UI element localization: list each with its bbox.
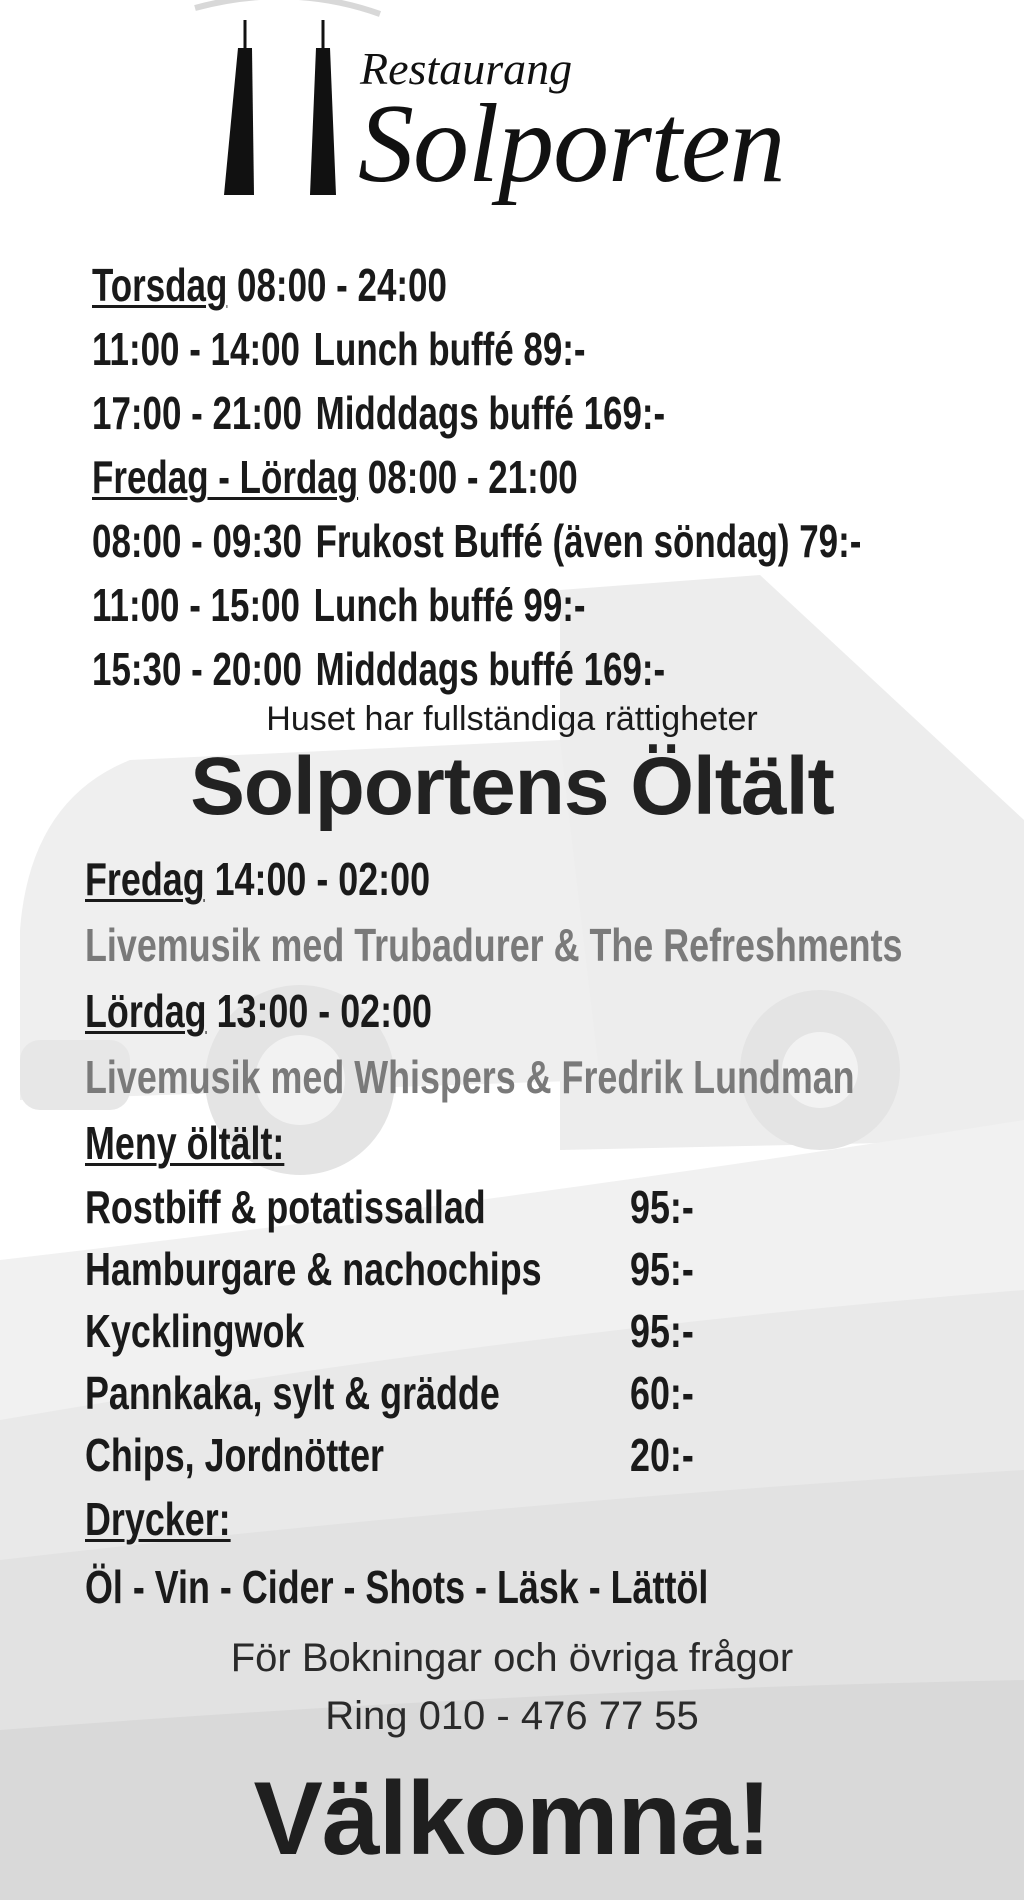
menu-item-price: 95:- bbox=[630, 1305, 694, 1357]
hours-item-dinner-weekend bbox=[92, 642, 665, 696]
day-hours: 08:00 - 21:00 bbox=[367, 451, 578, 503]
logo-restaurant-name: Solporten bbox=[358, 82, 785, 206]
item-time: 08:00 - 09:30 bbox=[92, 515, 302, 567]
day-hours: 08:00 - 24:00 bbox=[237, 259, 447, 311]
contact-phone: Ring 010 - 476 77 55 bbox=[325, 1694, 699, 1738]
menu-item-price: 20:- bbox=[630, 1429, 694, 1481]
item-text: Lunch buffé 89:- bbox=[313, 323, 586, 375]
menu-item-name: Chips, Jordnötter bbox=[85, 1429, 385, 1481]
beer-tent-day-friday bbox=[85, 852, 430, 906]
drinks-list: Öl - Vin - Cider - Shots - Läsk - Lättöl bbox=[85, 1561, 709, 1613]
item-text: Midddags buffé 169:- bbox=[315, 643, 666, 695]
contact-line-1: För Bokningar och övriga frågor bbox=[230, 1636, 794, 1680]
beer-tent-music-friday: Livemusik med Trubadurer & The Refreshments bbox=[85, 919, 903, 971]
beer-tent-music-saturday: Livemusik med Whispers & Fredrik Lundman bbox=[85, 1051, 855, 1103]
day-hours: 13:00 - 02:00 bbox=[216, 985, 432, 1037]
menu-item-name: Kycklingwok bbox=[85, 1305, 305, 1357]
item-time: 11:00 - 15:00 bbox=[92, 579, 300, 631]
hours-item-breakfast bbox=[92, 514, 861, 568]
drinks-heading bbox=[85, 1492, 231, 1546]
welcome-text: Välkomna! bbox=[253, 1761, 771, 1877]
item-time: 17:00 - 21:00 bbox=[92, 387, 302, 439]
day-label: Torsdag bbox=[92, 259, 228, 311]
hours-item-lunch-thursday bbox=[92, 322, 586, 376]
item-text: Midddags buffé 169:- bbox=[315, 387, 666, 439]
day-hours: 14:00 - 02:00 bbox=[214, 853, 431, 905]
beer-tent-title: Solportens Öltält bbox=[190, 741, 834, 832]
beer-tent-day-saturday bbox=[85, 984, 432, 1038]
day-label: Fredag - Lördag bbox=[92, 451, 359, 503]
license-notice: Huset har fullständiga rättigheter bbox=[266, 700, 758, 738]
hours-day-friday-saturday bbox=[92, 450, 578, 504]
logo-pre-title: Restaurang bbox=[360, 43, 573, 94]
item-text: Frukost Buffé (även söndag) 79:- bbox=[315, 515, 862, 567]
item-time: 11:00 - 14:00 bbox=[92, 323, 300, 375]
hours-item-dinner-thursday bbox=[92, 386, 665, 440]
item-text: Lunch buffé 99:- bbox=[313, 579, 586, 631]
day-label: Fredag bbox=[85, 853, 205, 905]
menu-heading-label: Meny öltält: bbox=[85, 1117, 285, 1169]
hours-item-lunch-weekend bbox=[92, 578, 586, 632]
menu-heading bbox=[85, 1116, 284, 1170]
day-label: Lördag bbox=[85, 985, 207, 1037]
towers-logo-icon bbox=[218, 20, 348, 195]
item-time: 15:30 - 20:00 bbox=[92, 643, 302, 695]
menu-item-name: Pannkaka, sylt & grädde bbox=[85, 1367, 500, 1419]
menu-item-name: Hamburgare & nachochips bbox=[85, 1243, 542, 1295]
menu-item-price: 60:- bbox=[630, 1367, 694, 1419]
menu-item-price: 95:- bbox=[630, 1181, 694, 1233]
drinks-heading-label: Drycker: bbox=[85, 1493, 231, 1545]
menu-item-name: Rostbiff & potatissallad bbox=[85, 1181, 486, 1233]
menu-item-price: 95:- bbox=[630, 1243, 694, 1295]
hours-day-thursday bbox=[92, 258, 447, 312]
